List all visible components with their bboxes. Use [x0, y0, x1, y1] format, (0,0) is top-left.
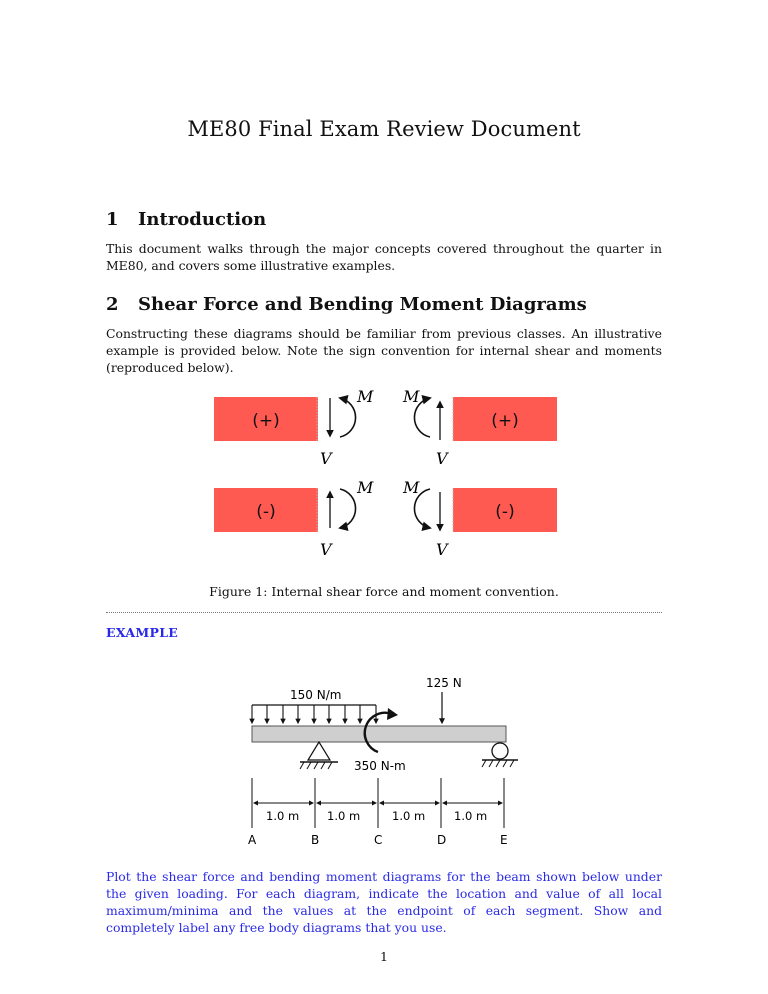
point-label-b: B: [311, 833, 320, 847]
page-number: 1: [380, 949, 388, 964]
section-number: 1: [106, 209, 119, 230]
shear-symbol: V: [320, 449, 332, 468]
section-heading-introduction: [106, 209, 266, 230]
moment-symbol: M: [403, 387, 420, 406]
couple-arrowhead: [387, 708, 398, 720]
section-heading-shear-moment: [106, 294, 587, 315]
example-problem-text: Plot the shear force and bending moment diagrams for the beam shown below under the given loading. For each diagram, indicate the location and value of all local maximum/minima and the values at the endpoint of each segment. Show and completely label any free body diagrams that you use.: [106, 869, 662, 935]
shear-symbol: V: [436, 449, 448, 468]
span-label-ab: 1.0 m: [266, 809, 300, 823]
ground-hatch: [300, 762, 332, 769]
moment-arrow: [340, 398, 356, 437]
moment-symbol: M: [403, 478, 420, 497]
figure-caption: Figure 1: Internal shear force and moment convention.: [209, 584, 559, 599]
point-label-d: D: [437, 833, 447, 847]
beam: [252, 726, 506, 742]
couple-label: 350 N-m: [354, 759, 406, 773]
distributed-load-arrows: [252, 705, 376, 723]
negative-label-left: (-): [256, 502, 276, 522]
positive-label-right: (+): [491, 411, 519, 431]
moment-symbol: M: [357, 478, 374, 497]
point-label-a: A: [248, 833, 257, 847]
section-title: Introduction: [138, 209, 267, 230]
span-label-bc: 1.0 m: [327, 809, 361, 823]
distributed-load-label: 150 N/m: [290, 688, 342, 702]
moment-symbol: M: [357, 387, 374, 406]
shear-symbol: V: [436, 540, 448, 559]
introduction-paragraph: This document walks through the major concepts covered throughout the quarter in ME80, and covers some illustrative examples.: [106, 241, 662, 273]
point-label-c: C: [374, 833, 383, 847]
dotted-separator: [106, 612, 662, 613]
sign-convention-figure: [200, 380, 570, 570]
point-load-label: 125 N: [426, 676, 462, 690]
ground-hatch: [482, 760, 514, 767]
roller-support: [492, 743, 508, 759]
pin-support: [308, 742, 330, 760]
document-title: ME80 Final Exam Review Document: [187, 117, 581, 141]
span-label-cd: 1.0 m: [392, 809, 426, 823]
point-label-e: E: [500, 833, 508, 847]
shear-moment-paragraph: Constructing these diagrams should be familiar from previous classes. An illustrative example is provided below. Note the sign convention for internal shear and moments (reproduced below).: [106, 326, 662, 375]
section-title: Shear Force and Bending Moment Diagrams: [138, 294, 587, 315]
beam-figure: [236, 668, 536, 850]
moment-arrow: [340, 489, 356, 528]
section-number: 2: [106, 294, 119, 315]
span-label-de: 1.0 m: [454, 809, 488, 823]
negative-label-right: (-): [495, 502, 515, 522]
positive-label-left: (+): [252, 411, 280, 431]
example-label: EXAMPLE: [106, 625, 179, 640]
shear-symbol: V: [320, 540, 332, 559]
